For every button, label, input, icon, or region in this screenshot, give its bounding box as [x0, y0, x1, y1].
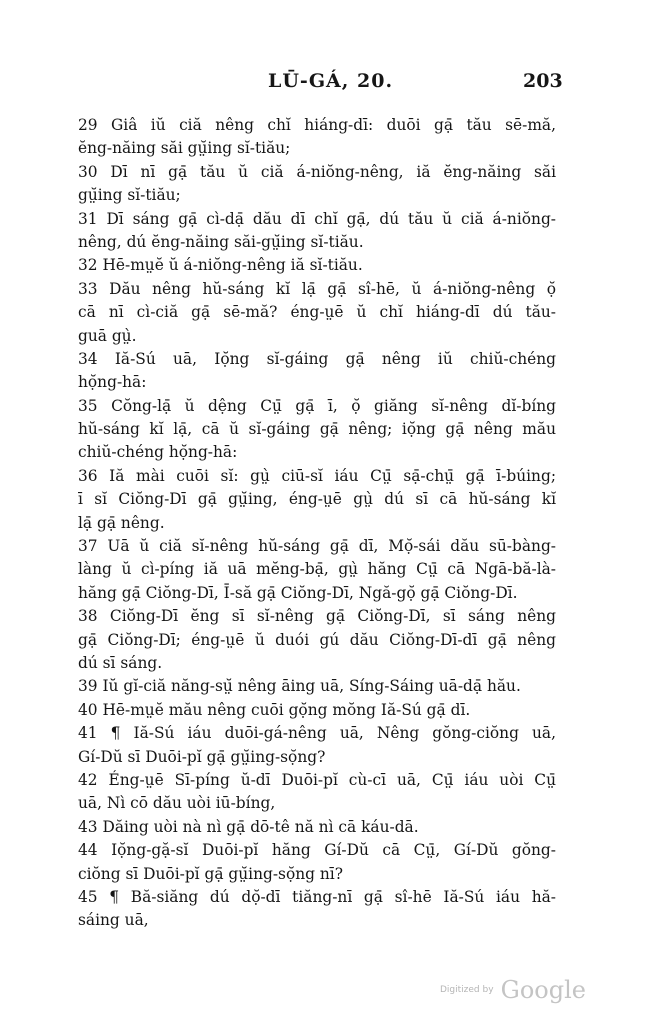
text-line: dú sī sáng. — [78, 653, 163, 672]
text-line: gạ̄ Ciŏng-Dī; éng-ṳē ŭ duói gú dău Ciŏng-Dī-dī gạ̄ nêng — [78, 630, 556, 649]
text-line: guā gṳ̀. — [78, 326, 137, 345]
text-line: 29 Giâ iŭ ciă nêng chĭ hiáng-dī: duōi gạ̄ tău sē-mă, — [78, 116, 556, 134]
google-logo: Google — [500, 976, 586, 1004]
text-line: 40 Hē-mṳĕ mău nêng cuōi gọ̆ng mŏng Iă-Sú gạ̄ dī. — [78, 700, 471, 719]
watermark-prefix: Digitized by — [440, 985, 494, 995]
text-line: họ̆ng-hā: — [78, 373, 147, 392]
text-line: 35 Cŏng-lạ̄ ŭ dệng Cṳ̄ gạ̄ ī, ọ̆ giăng sĭ-nêng dĭ-bíng — [78, 396, 556, 415]
text-line: 31 Dī sáng gạ̄ cì-dạ̄ dău dī chĭ gạ̄, dú tău ŭ ciă á-niŏng- — [78, 209, 556, 228]
text-line: 42 Éng-ṳē Sī-píng ŭ-dī Duōi-pĭ cù-cī uā, Cṳ̄ iáu uòi Cṳ̄ — [78, 770, 556, 789]
running-title: LŪ-GÁ, 20. — [268, 70, 394, 92]
text-line: ciŏng sī Duōi-pĭ gạ̄ gṳ̆ing-sọ̆ng nī? — [78, 864, 343, 883]
text-line: 37 Uā ŭ ciă sĭ-nêng hŭ-sáng gạ̄ dī, Mọ̆-sái dău sū-bàng- — [78, 537, 556, 556]
text-line: chiŭ-chéng họ̆ng-hā: — [78, 443, 238, 462]
text-line: hŭ-sáng kĭ lạ̄, cā ŭ sĭ-gáing gạ̄ nêng; iọ̆ng gạ̄ nêng mău — [78, 420, 556, 439]
text-line: 33 Dău nêng hŭ-sáng kĭ lạ̄ gạ̄ sî-hē, ŭ á-niŏng-nêng ọ̆ — [78, 279, 556, 298]
text-line: 36 Iă mài cuōi sĭ: gṳ̀ ciū-sĭ iáu Cṳ̄ sạ̄-chṳ̄ gạ̄ ī-búing; — [78, 466, 556, 485]
text-line: 41 ¶ Iă-Sú iáu duōi-gá-nêng uā, Nêng gŏng-ciŏng uā, — [78, 724, 556, 743]
text-line: 30 Dī nī gạ̄ tău ŭ ciă á-niŏng-nêng, iă ĕng-năing săi — [78, 162, 556, 181]
text-line: 39 Iŭ gĭ-ciă năng-sṳ̆ nêng āing uā, Síng-Sáing uā-dạ̄ hău. — [78, 677, 521, 696]
text-line: ĕng-năing săi gṳ̆ing sĭ-tiău; — [78, 139, 291, 158]
text-line: ī sĭ Ciŏng-Dī gạ̄ gṳ̆ing, éng-ṳē gṳ̀ dú sī cā hŭ-sáng kĭ — [78, 490, 556, 509]
text-line: làng ŭ cì-píng iă uā mĕng-bạ̄, gṳ̀ hăng Cṳ̄ cā Ngā-bă-là- — [78, 560, 556, 579]
verse-text-block — [78, 114, 556, 933]
text-line: gṳ̆ing sĭ-tiău; — [78, 186, 181, 205]
text-line: hăng gạ̄ Ciŏng-Dī, Ī-să gạ̄ Ciŏng-Dī, Ngă-gọ̆ gạ̄ Ciŏng-Dī. — [78, 583, 518, 602]
text-line: 44 Iọ̆ng-gặ-sĭ Duōi-pĭ hăng Gí-Dŭ cā Cṳ̄, Gí-Dŭ gŏng- — [78, 841, 556, 860]
text-line: 43 Dăing uòi nà nì gạ̄ dō-tê nă nì cā káu-dā. — [78, 817, 419, 836]
text-line: lạ̄ gạ̄ nêng. — [78, 513, 165, 532]
text-line: Gí-Dŭ sī Duōi-pĭ gạ̄ gṳ̆ing-sọ̆ng? — [78, 747, 326, 766]
text-line: sáing uā, — [78, 911, 149, 930]
text-line: cā nī cì-ciă gạ̄ sē-mă? éng-ṳē ŭ chĭ hiáng-dī dú tău- — [78, 303, 556, 322]
text-line: nêng, dú ĕng-năing săi-gṳ̆ing sĭ-tiău. — [78, 232, 364, 251]
page-number: 203 — [523, 70, 563, 92]
text-line: 38 Ciŏng-Dī ĕng sī sĭ-nêng gạ̄ Ciŏng-Dī, sī sáng nêng — [78, 607, 556, 626]
text-line: 45 ¶ Bă-siăng dú dọ̆-dī tiăng-nī gạ̄ sî-hē Iă-Sú iáu hă- — [78, 887, 556, 906]
text-line: uā, Nì cō dău uòi iū-bíng, — [78, 794, 276, 813]
text-line: 32 Hē-mṳĕ ŭ á-niŏng-nêng iă sĭ-tiău. — [78, 256, 363, 275]
text-line: 34 Iă-Sú uā, Iọ̆ng sĭ-gáing gạ̄ nêng iŭ chiŭ-chéng — [78, 349, 556, 368]
running-header — [0, 70, 654, 96]
digitization-watermark — [440, 976, 586, 1006]
